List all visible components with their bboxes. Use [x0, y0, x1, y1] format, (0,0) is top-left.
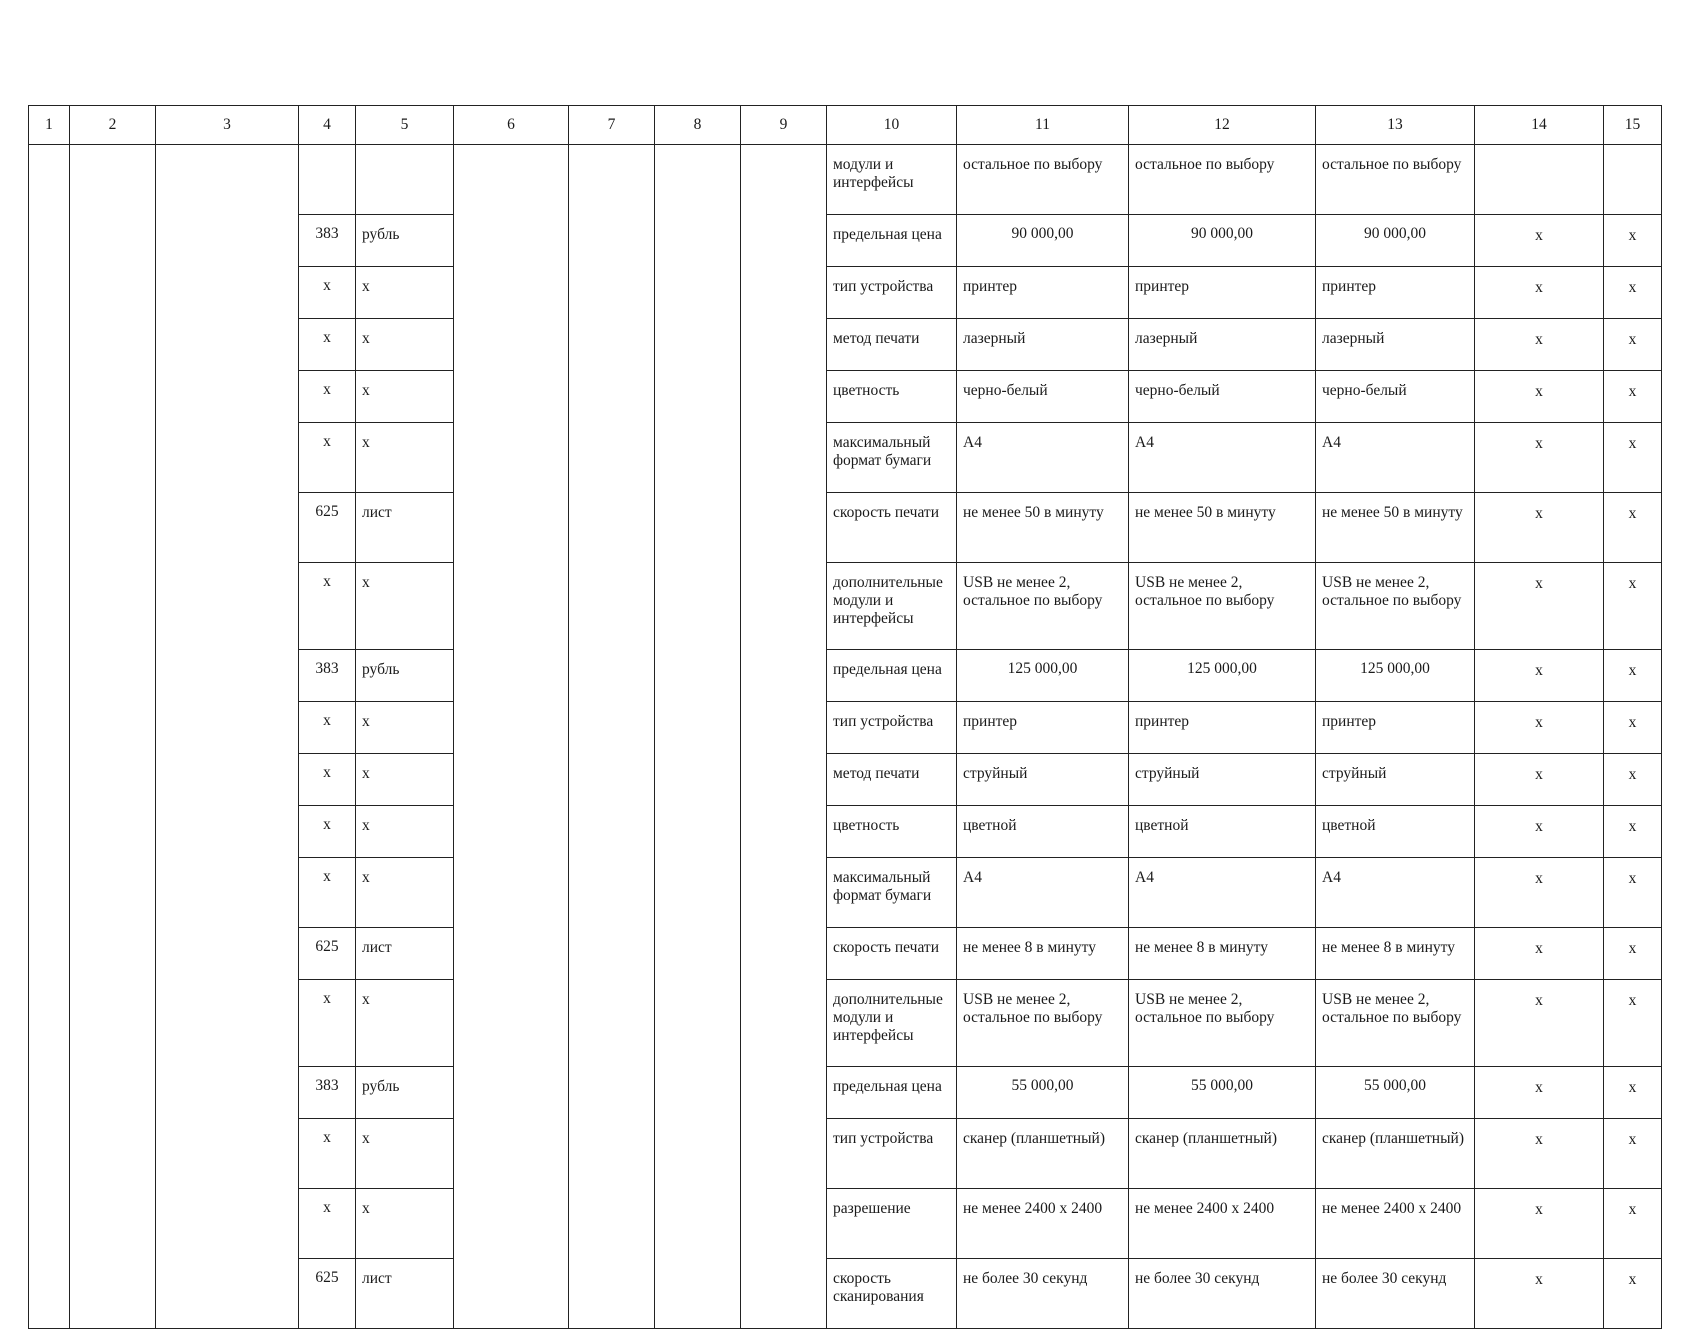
okei-code-cell: 383 — [299, 1067, 356, 1119]
value-cell-14: x — [1475, 215, 1604, 267]
okei-code-cell: x — [299, 319, 356, 371]
value-cell-13: лазерный — [1316, 319, 1475, 371]
value-cell-13: не более 30 секунд — [1316, 1259, 1475, 1329]
unit-name-cell — [356, 145, 454, 215]
header-cell-5: 5 — [356, 106, 454, 145]
value-cell-15: x — [1604, 371, 1662, 423]
value-cell-14: x — [1475, 702, 1604, 754]
value-cell-14: x — [1475, 858, 1604, 928]
value-cell-13: сканер (планшетный) — [1316, 1119, 1475, 1189]
unit-name-cell: рубль — [356, 215, 454, 267]
characteristic-name-cell: скорость сканирования — [827, 1259, 957, 1329]
characteristic-name-cell: предельная цена — [827, 215, 957, 267]
characteristic-name-cell: максимальный формат бумаги — [827, 858, 957, 928]
value-cell-11: принтер — [957, 702, 1129, 754]
characteristic-name-cell: метод печати — [827, 319, 957, 371]
value-cell-12: не менее 2400 x 2400 — [1129, 1189, 1316, 1259]
value-cell-11: 90 000,00 — [957, 215, 1129, 267]
value-cell-13: принтер — [1316, 702, 1475, 754]
okei-code-cell: 625 — [299, 928, 356, 980]
value-cell-13: черно-белый — [1316, 371, 1475, 423]
value-cell-15: x — [1604, 1189, 1662, 1259]
value-cell-14: x — [1475, 563, 1604, 650]
characteristic-name-cell: скорость печати — [827, 493, 957, 563]
value-cell-14: x — [1475, 371, 1604, 423]
characteristic-name-cell: цветность — [827, 806, 957, 858]
header-cell-4: 4 — [299, 106, 356, 145]
header-cell-11: 11 — [957, 106, 1129, 145]
okei-code-cell: x — [299, 980, 356, 1067]
value-cell-12: принтер — [1129, 702, 1316, 754]
unit-name-cell: x — [356, 754, 454, 806]
value-cell-14: x — [1475, 928, 1604, 980]
characteristic-name-cell: скорость печати — [827, 928, 957, 980]
value-cell-12: 90 000,00 — [1129, 215, 1316, 267]
unit-name-cell: рубль — [356, 650, 454, 702]
header-cell-6: 6 — [454, 106, 569, 145]
value-cell-14: x — [1475, 1189, 1604, 1259]
unit-name-cell: x — [356, 702, 454, 754]
value-cell-14: x — [1475, 493, 1604, 563]
value-cell-12: A4 — [1129, 423, 1316, 493]
okei-code-cell: x — [299, 754, 356, 806]
value-cell-11: 55 000,00 — [957, 1067, 1129, 1119]
value-cell-11: A4 — [957, 423, 1129, 493]
okei-code-cell: x — [299, 423, 356, 493]
value-cell-13: USB не менее 2, остальное по выбору — [1316, 980, 1475, 1067]
characteristic-name-cell: предельная цена — [827, 650, 957, 702]
unit-name-cell: лист — [356, 928, 454, 980]
value-cell-11: не менее 2400 x 2400 — [957, 1189, 1129, 1259]
unit-name-cell: x — [356, 319, 454, 371]
value-cell-14: x — [1475, 754, 1604, 806]
value-cell-13: цветной — [1316, 806, 1475, 858]
value-cell-11: лазерный — [957, 319, 1129, 371]
okei-code-cell: x — [299, 1119, 356, 1189]
characteristic-name-cell: модули и интерфейсы — [827, 145, 957, 215]
value-cell-11: USB не менее 2, остальное по выбору — [957, 980, 1129, 1067]
value-cell-12: цветной — [1129, 806, 1316, 858]
value-cell-13: 125 000,00 — [1316, 650, 1475, 702]
okei-code-cell: x — [299, 702, 356, 754]
merged-cell-col-1 — [29, 145, 70, 1329]
value-cell-15: x — [1604, 754, 1662, 806]
header-cell-15: 15 — [1604, 106, 1662, 145]
header-cell-9: 9 — [741, 106, 827, 145]
okei-code-cell: x — [299, 563, 356, 650]
value-cell-12: черно-белый — [1129, 371, 1316, 423]
value-cell-15: x — [1604, 928, 1662, 980]
value-cell-11: USB не менее 2, остальное по выбору — [957, 563, 1129, 650]
characteristic-name-cell: максимальный формат бумаги — [827, 423, 957, 493]
value-cell-14: x — [1475, 806, 1604, 858]
value-cell-12: принтер — [1129, 267, 1316, 319]
okei-code-cell: 625 — [299, 493, 356, 563]
unit-name-cell: рубль — [356, 1067, 454, 1119]
okei-code-cell: x — [299, 1189, 356, 1259]
value-cell-15: x — [1604, 423, 1662, 493]
value-cell-12: не более 30 секунд — [1129, 1259, 1316, 1329]
value-cell-14: x — [1475, 980, 1604, 1067]
okei-code-cell: 625 — [299, 1259, 356, 1329]
value-cell-13: A4 — [1316, 423, 1475, 493]
value-cell-15: x — [1604, 493, 1662, 563]
value-cell-12: 125 000,00 — [1129, 650, 1316, 702]
value-cell-15: x — [1604, 702, 1662, 754]
value-cell-13: 55 000,00 — [1316, 1067, 1475, 1119]
value-cell-13: не менее 50 в минуту — [1316, 493, 1475, 563]
header-cell-7: 7 — [569, 106, 655, 145]
characteristic-name-cell: метод печати — [827, 754, 957, 806]
unit-name-cell: x — [356, 1189, 454, 1259]
unit-name-cell: x — [356, 1119, 454, 1189]
value-cell-12: струйный — [1129, 754, 1316, 806]
characteristic-name-cell: разрешение — [827, 1189, 957, 1259]
characteristic-name-cell: тип устройства — [827, 702, 957, 754]
merged-cell-col-7 — [569, 145, 655, 1329]
okei-code-cell: 383 — [299, 215, 356, 267]
table-header — [29, 106, 1662, 145]
value-cell-14: x — [1475, 267, 1604, 319]
okei-code-cell: x — [299, 806, 356, 858]
value-cell-12: A4 — [1129, 858, 1316, 928]
merged-cell-col-9 — [741, 145, 827, 1329]
value-cell-15: x — [1604, 319, 1662, 371]
unit-name-cell: x — [356, 563, 454, 650]
header-row — [29, 106, 1662, 145]
value-cell-15: x — [1604, 215, 1662, 267]
value-cell-13: струйный — [1316, 754, 1475, 806]
value-cell-11: A4 — [957, 858, 1129, 928]
value-cell-15: x — [1604, 267, 1662, 319]
value-cell-15: x — [1604, 1067, 1662, 1119]
value-cell-15: x — [1604, 650, 1662, 702]
merged-cell-col-2 — [70, 145, 156, 1329]
value-cell-15: x — [1604, 1259, 1662, 1329]
characteristic-name-cell: предельная цена — [827, 1067, 957, 1119]
okei-code-cell: 383 — [299, 650, 356, 702]
value-cell-11: черно-белый — [957, 371, 1129, 423]
value-cell-14 — [1475, 145, 1604, 215]
header-cell-2: 2 — [70, 106, 156, 145]
unit-name-cell: x — [356, 980, 454, 1067]
unit-name-cell: x — [356, 806, 454, 858]
unit-name-cell: лист — [356, 1259, 454, 1329]
unit-name-cell: x — [356, 423, 454, 493]
okei-code-cell: x — [299, 371, 356, 423]
value-cell-14: x — [1475, 1067, 1604, 1119]
value-cell-14: x — [1475, 1259, 1604, 1329]
value-cell-13: не менее 8 в минуту — [1316, 928, 1475, 980]
value-cell-15: x — [1604, 806, 1662, 858]
value-cell-11: струйный — [957, 754, 1129, 806]
value-cell-15: x — [1604, 980, 1662, 1067]
value-cell-11: цветной — [957, 806, 1129, 858]
merged-cell-col-3 — [156, 145, 299, 1329]
okei-code-cell: x — [299, 267, 356, 319]
value-cell-14: x — [1475, 650, 1604, 702]
unit-name-cell: x — [356, 371, 454, 423]
characteristic-name-cell: тип устройства — [827, 267, 957, 319]
value-cell-11: остальное по выбору — [957, 145, 1129, 215]
table-row — [29, 145, 1662, 215]
merged-cell-col-8 — [655, 145, 741, 1329]
value-cell-15: x — [1604, 1119, 1662, 1189]
header-cell-14: 14 — [1475, 106, 1604, 145]
value-cell-12: не менее 50 в минуту — [1129, 493, 1316, 563]
characteristic-name-cell: дополнительные модули и интерфейсы — [827, 563, 957, 650]
value-cell-12: USB не менее 2, остальное по выбору — [1129, 980, 1316, 1067]
value-cell-13: A4 — [1316, 858, 1475, 928]
header-cell-12: 12 — [1129, 106, 1316, 145]
value-cell-12: не менее 8 в минуту — [1129, 928, 1316, 980]
okei-code-cell: x — [299, 858, 356, 928]
unit-name-cell: x — [356, 858, 454, 928]
value-cell-12: лазерный — [1129, 319, 1316, 371]
value-cell-11: принтер — [957, 267, 1129, 319]
value-cell-12: USB не менее 2, остальное по выбору — [1129, 563, 1316, 650]
header-cell-10: 10 — [827, 106, 957, 145]
characteristic-name-cell: цветность — [827, 371, 957, 423]
value-cell-11: 125 000,00 — [957, 650, 1129, 702]
value-cell-13: принтер — [1316, 267, 1475, 319]
value-cell-13: USB не менее 2, остальное по выбору — [1316, 563, 1475, 650]
value-cell-14: x — [1475, 319, 1604, 371]
header-cell-13: 13 — [1316, 106, 1475, 145]
value-cell-11: не более 30 секунд — [957, 1259, 1129, 1329]
value-cell-13: не менее 2400 x 2400 — [1316, 1189, 1475, 1259]
header-cell-8: 8 — [655, 106, 741, 145]
value-cell-12: сканер (планшетный) — [1129, 1119, 1316, 1189]
table-body — [29, 145, 1662, 1329]
value-cell-12: 55 000,00 — [1129, 1067, 1316, 1119]
value-cell-11: не менее 50 в минуту — [957, 493, 1129, 563]
header-cell-1: 1 — [29, 106, 70, 145]
value-cell-15: x — [1604, 563, 1662, 650]
okei-code-cell — [299, 145, 356, 215]
value-cell-14: x — [1475, 423, 1604, 493]
value-cell-12: остальное по выбору — [1129, 145, 1316, 215]
value-cell-14: x — [1475, 1119, 1604, 1189]
requirements-table — [28, 105, 1662, 1329]
value-cell-11: сканер (планшетный) — [957, 1119, 1129, 1189]
value-cell-11: не менее 8 в минуту — [957, 928, 1129, 980]
value-cell-13: остальное по выбору — [1316, 145, 1475, 215]
unit-name-cell: x — [356, 267, 454, 319]
value-cell-13: 90 000,00 — [1316, 215, 1475, 267]
characteristic-name-cell: дополнительные модули и интерфейсы — [827, 980, 957, 1067]
characteristic-name-cell: тип устройства — [827, 1119, 957, 1189]
value-cell-15: x — [1604, 858, 1662, 928]
value-cell-15 — [1604, 145, 1662, 215]
header-cell-3: 3 — [156, 106, 299, 145]
unit-name-cell: лист — [356, 493, 454, 563]
merged-cell-col-6 — [454, 145, 569, 1329]
